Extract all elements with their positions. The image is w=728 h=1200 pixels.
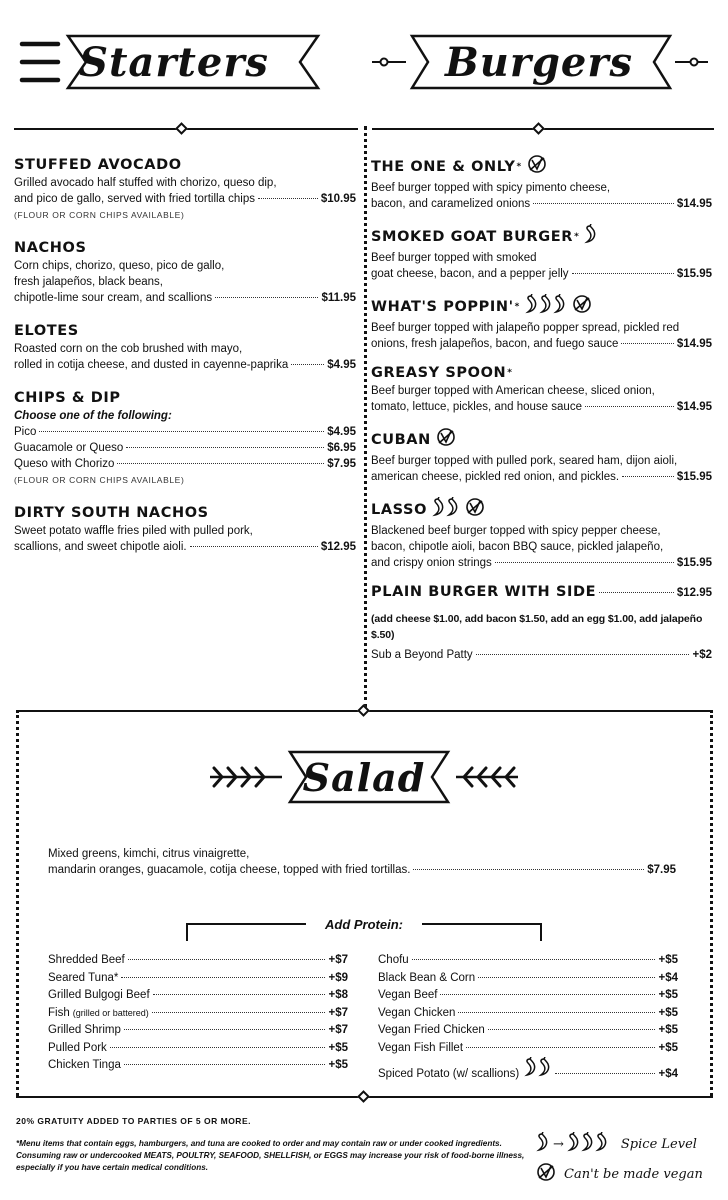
- protein-label: Pulled Pork: [48, 1041, 107, 1054]
- option-price: $4.95: [327, 426, 356, 438]
- not-vegan-icon: [436, 427, 456, 453]
- item-title: ELOTES: [14, 323, 79, 339]
- protein-price: +$4: [658, 971, 678, 984]
- addons-text: (add cheese $1.00, add bacon $1.50, add an egg $1.00, add jalapeño $.50): [371, 613, 703, 641]
- item-price: $14.95: [676, 401, 712, 413]
- item-title: THE ONE & ONLY: [371, 158, 516, 175]
- burgers-column: [371, 154, 712, 663]
- burgers-banner: [370, 30, 710, 94]
- protein-price: +$5: [328, 1059, 348, 1071]
- item-description: tomato, lettuce, pickles, and house sauce: [371, 401, 582, 413]
- beyond-price: +$2: [692, 649, 712, 661]
- starters-divider-diamond: [175, 122, 188, 135]
- item-price: $15.95: [676, 557, 712, 569]
- starters-column: [14, 156, 356, 569]
- item-note: (FLOUR OR CORN CHIPS AVAILABLE): [14, 475, 185, 485]
- protein-row: [378, 1040, 678, 1058]
- protein-row: [378, 1005, 678, 1023]
- item-note: (FLOUR OR CORN CHIPS AVAILABLE): [14, 210, 185, 220]
- menu-item: [14, 389, 356, 488]
- menu-item: [14, 322, 356, 373]
- protein-row: [48, 1057, 348, 1075]
- pepper-icon: [432, 497, 460, 523]
- item-price: $14.95: [676, 338, 712, 350]
- pepper-icon: [524, 1057, 552, 1084]
- not-vegan-icon: [572, 294, 592, 320]
- pepper-icon: [567, 1132, 609, 1156]
- choose-label: Choose one of the following:: [14, 410, 172, 422]
- item-price: $7.95: [647, 864, 676, 876]
- item-description: onions, fresh jalapeños, bacon, and fuego sauce: [371, 338, 619, 350]
- item-description: and crispy onion strings: [371, 557, 492, 569]
- item-price: $12.95: [320, 541, 356, 553]
- item-title: LASSO: [371, 501, 428, 518]
- item-price: $15.95: [676, 268, 712, 280]
- pepper-icon: [536, 1132, 550, 1156]
- item-title: DIRTY SOUTH NACHOS: [14, 505, 209, 521]
- disclaimer-line: especially if you have certain medical conditions.: [16, 1163, 209, 1172]
- item-title: NACHOS: [14, 240, 87, 256]
- protein-row: [48, 1005, 348, 1023]
- not-vegan-icon: [465, 497, 485, 523]
- protein-row: [378, 1057, 678, 1084]
- raw-warning-star: *: [574, 231, 580, 242]
- item-description: Beef burger topped with spicy pimento cheese,: [371, 182, 611, 194]
- protein-label: Spiced Potato (w/ scallions): [378, 1068, 520, 1080]
- protein-label: Chicken Tinga: [48, 1059, 121, 1071]
- option-label: Guacamole or Queso: [14, 442, 124, 454]
- salad-banner: [208, 746, 520, 808]
- protein-list-left: [48, 952, 348, 1075]
- salad-description: [48, 846, 676, 878]
- raw-warning-star: *: [516, 161, 522, 172]
- protein-price: +$7: [328, 1006, 348, 1019]
- salad-left-border: [16, 710, 19, 1096]
- item-title: GREASY SPOON: [371, 365, 507, 381]
- starters-heading: Starters: [79, 38, 269, 86]
- item-price: $15.95: [676, 471, 712, 483]
- item-description: bacon, and caramelized onions: [371, 198, 531, 210]
- protein-row: [48, 1040, 348, 1058]
- add-protein-heading: Add Protein:: [325, 917, 403, 932]
- protein-row: [48, 987, 348, 1005]
- protein-row: [48, 970, 348, 988]
- menu-item: [14, 239, 356, 306]
- protein-label: Vegan Fish Fillet: [378, 1041, 464, 1054]
- option-label: Queso with Chorizo: [14, 458, 115, 470]
- vegan-legend: [536, 1162, 703, 1186]
- protein-price: +$5: [658, 1041, 678, 1054]
- protein-row: [378, 1022, 678, 1040]
- option-label: Pico: [14, 426, 37, 438]
- disclaimer-line: Consuming raw or undercooked MEATS, POULTRY, SEAFOOD, SHELLFISH, or EGGS may increase your risk of food-borne illness,: [16, 1151, 525, 1160]
- item-description: Mixed greens, kimchi, citrus vinaigrette,: [48, 848, 250, 860]
- spice-legend: [536, 1132, 697, 1156]
- protein-label: Seared Tuna*: [48, 971, 119, 984]
- protein-label: Black Bean & Corn: [378, 971, 476, 984]
- protein-price: +$7: [328, 1024, 348, 1036]
- menu-item: [14, 504, 356, 555]
- item-description: and pico de gallo, served with fried tortilla chips: [14, 193, 255, 205]
- protein-label: Vegan Chicken: [378, 1006, 456, 1019]
- protein-list-right: [378, 952, 678, 1084]
- item-description: Corn chips, chorizo, queso, pico de gallo,: [14, 260, 225, 272]
- raw-warning-star: *: [514, 301, 520, 312]
- menu-item: [371, 427, 712, 485]
- disclaimer: [16, 1138, 526, 1174]
- item-title: SMOKED GOAT BURGER: [371, 228, 574, 245]
- protein-label: Vegan Beef: [378, 989, 438, 1001]
- spice-legend-label: Spice Level: [620, 1136, 697, 1152]
- item-price: $10.95: [320, 193, 356, 205]
- item-description: Sweet potato waffle fries piled with pulled pork,: [14, 525, 253, 537]
- menu-item: [371, 224, 712, 282]
- item-description: Blackened beef burger topped with spicy pepper cheese,: [371, 525, 661, 537]
- protein-label: Grilled Shrimp: [48, 1024, 121, 1036]
- salad-right-border: [710, 710, 713, 1096]
- item-title: PLAIN BURGER WITH SIDE: [371, 584, 597, 600]
- menu-item: [371, 294, 712, 352]
- item-price: $11.95: [321, 292, 356, 304]
- salad-heading: Salad: [302, 754, 426, 800]
- item-description: chipotle-lime sour cream, and scallions: [14, 292, 213, 304]
- item-title: CHIPS & DIP: [14, 390, 121, 406]
- protein-row: [48, 1022, 348, 1040]
- burgers-heading: Burgers: [445, 38, 633, 86]
- menu-item: [371, 583, 712, 663]
- not-vegan-icon: [536, 1162, 556, 1186]
- salad-divider-diamond: [357, 704, 370, 717]
- item-description: american cheese, pickled red onion, and pickles.: [371, 471, 620, 483]
- item-description: Beef burger topped with pulled pork, seared ham, dijon aioli,: [371, 455, 678, 467]
- protein-label: Vegan Fried Chicken: [378, 1024, 485, 1036]
- protein-row: [378, 952, 678, 970]
- protein-row: [378, 987, 678, 1005]
- protein-price: +$5: [658, 954, 678, 966]
- beyond-label: Sub a Beyond Patty: [371, 649, 473, 661]
- protein-price: +$9: [328, 971, 348, 984]
- item-title: CUBAN: [371, 431, 431, 448]
- item-description: bacon, chipotle aioli, bacon BBQ sauce, pickled jalapeño,: [371, 541, 664, 553]
- menu-item: [14, 156, 356, 223]
- protein-label: Chofu: [378, 954, 409, 966]
- vegan-legend-label: Can't be made vegan: [564, 1166, 703, 1182]
- item-description: scallions, and sweet chipotle aioli.: [14, 541, 187, 553]
- item-description: Beef burger topped with jalapeño popper spread, pickled red: [371, 322, 680, 334]
- protein-price: +$5: [658, 989, 678, 1001]
- protein-price: +$4: [658, 1068, 678, 1080]
- pepper-icon: [584, 224, 598, 250]
- salad-bottom-diamond: [357, 1090, 370, 1103]
- burgers-divider-diamond: [532, 122, 545, 135]
- item-price: $14.95: [676, 198, 712, 210]
- protein-sublabel: (grilled or battered): [72, 1007, 149, 1018]
- item-description: Beef burger topped with smoked: [371, 252, 537, 264]
- item-description: goat cheese, bacon, and a pepper jelly: [371, 268, 569, 280]
- item-description: rolled in cotija cheese, and dusted in cayenne-paprika: [14, 359, 289, 371]
- item-description: Roasted corn on the cob brushed with mayo,: [14, 343, 243, 355]
- column-separator: [364, 126, 367, 708]
- menu-item: [371, 364, 712, 415]
- item-price: $4.95: [327, 359, 356, 371]
- pepper-icon: [525, 294, 567, 320]
- protein-label: Grilled Bulgogi Beef: [48, 989, 150, 1001]
- protein-price: +$7: [328, 954, 348, 966]
- not-vegan-icon: [527, 154, 547, 180]
- raw-warning-star: *: [507, 368, 513, 378]
- option-price: $7.95: [327, 458, 356, 470]
- protein-price: +$5: [658, 1006, 678, 1019]
- item-title: WHAT'S POPPIN': [371, 298, 514, 315]
- arrow-icon: →: [553, 1136, 564, 1152]
- option-price: $6.95: [327, 442, 356, 454]
- item-description: mandarin oranges, guacamole, cotija cheese, topped with fried tortillas.: [48, 864, 411, 876]
- gratuity-note: 20% GRATUITY ADDED TO PARTIES OF 5 OR MORE.: [16, 1116, 251, 1126]
- protein-label: Shredded Beef: [48, 954, 125, 966]
- protein-row: [378, 970, 678, 988]
- starters-banner: [18, 30, 338, 94]
- item-title: STUFFED AVOCADO: [14, 157, 182, 173]
- protein-label: Fish: [48, 1006, 70, 1019]
- menu-item: [371, 497, 712, 571]
- item-price: $12.95: [676, 587, 712, 599]
- item-description: Grilled avocado half stuffed with chorizo, queso dip,: [14, 177, 277, 189]
- protein-price: +$5: [658, 1024, 678, 1036]
- item-description: fresh jalapeños, black beans,: [14, 276, 163, 288]
- item-description: Beef burger topped with American cheese, sliced onion,: [371, 385, 655, 397]
- protein-price: +$8: [328, 989, 348, 1001]
- disclaimer-line: *Menu items that contain eggs, hamburgers, and tuna are cooked to order and may contain raw or under cooked ingredients.: [16, 1139, 502, 1148]
- protein-row: [48, 952, 348, 970]
- menu-item: [371, 154, 712, 212]
- protein-price: +$5: [328, 1041, 348, 1054]
